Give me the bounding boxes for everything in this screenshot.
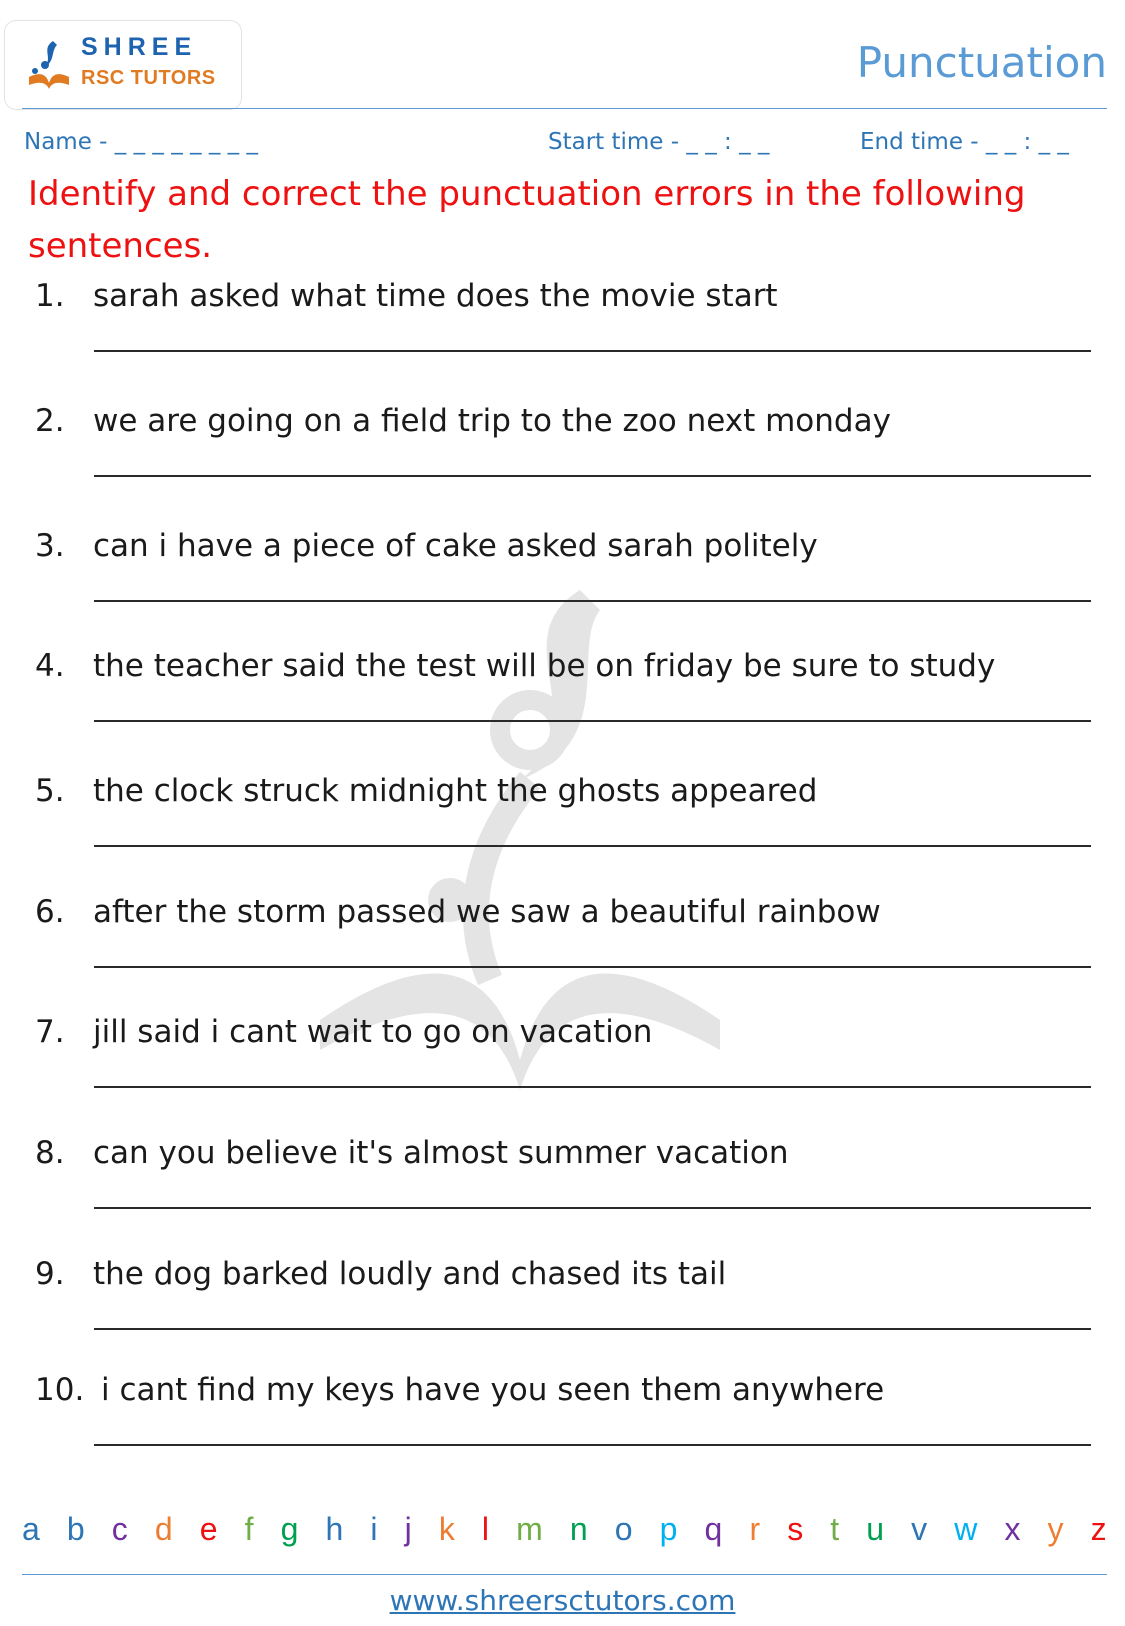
alphabet-letter: h bbox=[325, 1511, 344, 1547]
answer-line[interactable] bbox=[94, 845, 1091, 847]
alphabet-letter: o bbox=[614, 1511, 633, 1547]
question-item bbox=[0, 528, 1125, 618]
instructions: Identify and correct the punctuation errors in the following sentences. bbox=[28, 174, 1026, 266]
answer-line[interactable] bbox=[94, 350, 1091, 352]
answer-line[interactable] bbox=[94, 966, 1091, 968]
alphabet-letter: v bbox=[911, 1511, 928, 1547]
alphabet-letter: q bbox=[704, 1511, 723, 1547]
alphabet-letter: b bbox=[66, 1511, 85, 1547]
alphabet-strip bbox=[22, 1511, 1107, 1548]
answer-line[interactable] bbox=[94, 720, 1091, 722]
alphabet-letter: d bbox=[154, 1511, 173, 1547]
question-number: 2. bbox=[35, 403, 65, 439]
question-text: i cant find my keys have you seen them anywhere bbox=[101, 1372, 885, 1408]
question-text: the teacher said the test will be on friday be sure to study bbox=[93, 648, 996, 684]
alphabet-letter: i bbox=[370, 1511, 378, 1547]
question-text: the dog barked loudly and chased its tail bbox=[93, 1256, 727, 1292]
question-number: 5. bbox=[35, 773, 65, 809]
question-number: 1. bbox=[35, 278, 65, 314]
question-item bbox=[0, 1135, 1125, 1225]
question-number: 10. bbox=[35, 1372, 85, 1408]
question-number: 6. bbox=[35, 894, 65, 930]
alphabet-letter: c bbox=[111, 1511, 128, 1547]
logo-tutors-text: RSC TUTORS bbox=[81, 67, 216, 89]
alphabet-letter: l bbox=[481, 1511, 490, 1547]
question-number: 3. bbox=[35, 528, 65, 564]
question-item bbox=[0, 403, 1125, 493]
alphabet-letter: s bbox=[787, 1511, 804, 1547]
question-text: after the storm passed we saw a beautiful rainbow bbox=[93, 894, 881, 930]
question-text: can you believe it's almost summer vacation bbox=[93, 1135, 789, 1171]
logo-shree-text: SHREE bbox=[81, 33, 198, 61]
question-item bbox=[0, 1256, 1125, 1346]
question-item bbox=[0, 648, 1125, 738]
question-item bbox=[0, 894, 1125, 984]
question-text: we are going on a field trip to the zoo next monday bbox=[93, 403, 891, 439]
alphabet-letter: p bbox=[659, 1511, 678, 1547]
footer-divider bbox=[22, 1574, 1107, 1575]
alphabet-letter: z bbox=[1090, 1511, 1107, 1547]
alphabet-letter: u bbox=[866, 1511, 885, 1547]
alphabet-letter: f bbox=[244, 1511, 254, 1547]
answer-line[interactable] bbox=[94, 1444, 1091, 1446]
alphabet-letter: y bbox=[1047, 1511, 1064, 1547]
question-item bbox=[0, 1014, 1125, 1104]
question-number: 9. bbox=[35, 1256, 65, 1292]
alphabet-letter: n bbox=[569, 1511, 588, 1547]
website-link[interactable]: www.shreersctutors.com bbox=[389, 1584, 736, 1617]
question-item bbox=[0, 773, 1125, 863]
worksheet-title: Punctuation bbox=[856, 38, 1107, 87]
logo bbox=[4, 20, 242, 110]
question-number: 7. bbox=[35, 1014, 65, 1050]
question-text: can i have a piece of cake asked sarah politely bbox=[93, 528, 818, 564]
name-field: Name - _ _ _ _ _ _ _ _ bbox=[24, 129, 258, 155]
question-item bbox=[0, 278, 1125, 368]
answer-line[interactable] bbox=[94, 600, 1091, 602]
alphabet-letter: k bbox=[438, 1511, 455, 1547]
alphabet-letter: m bbox=[516, 1511, 543, 1547]
logo-icon bbox=[23, 37, 75, 95]
answer-line[interactable] bbox=[94, 475, 1091, 477]
answer-line[interactable] bbox=[94, 1328, 1091, 1330]
start-time-field: Start time - _ _ : _ _ bbox=[548, 129, 770, 155]
header-divider bbox=[22, 108, 1107, 109]
question-number: 4. bbox=[35, 648, 65, 684]
alphabet-letter: t bbox=[830, 1511, 840, 1547]
alphabet-letter: x bbox=[1004, 1511, 1021, 1547]
answer-line[interactable] bbox=[94, 1086, 1091, 1088]
end-time-field: End time - _ _ : _ _ bbox=[860, 129, 1069, 155]
question-number: 8. bbox=[35, 1135, 65, 1171]
alphabet-letter: e bbox=[199, 1511, 218, 1547]
alphabet-letter: a bbox=[22, 1511, 40, 1547]
alphabet-letter: g bbox=[280, 1511, 299, 1547]
alphabet-letter: j bbox=[404, 1511, 412, 1547]
question-text: sarah asked what time does the movie start bbox=[93, 278, 778, 314]
answer-line[interactable] bbox=[94, 1207, 1091, 1209]
question-text: the clock struck midnight the ghosts appeared bbox=[93, 773, 818, 809]
question-item bbox=[0, 1372, 1125, 1462]
alphabet-letter: w bbox=[954, 1511, 978, 1547]
alphabet-letter: r bbox=[749, 1511, 761, 1547]
question-text: jill said i cant wait to go on vacation bbox=[93, 1014, 653, 1050]
